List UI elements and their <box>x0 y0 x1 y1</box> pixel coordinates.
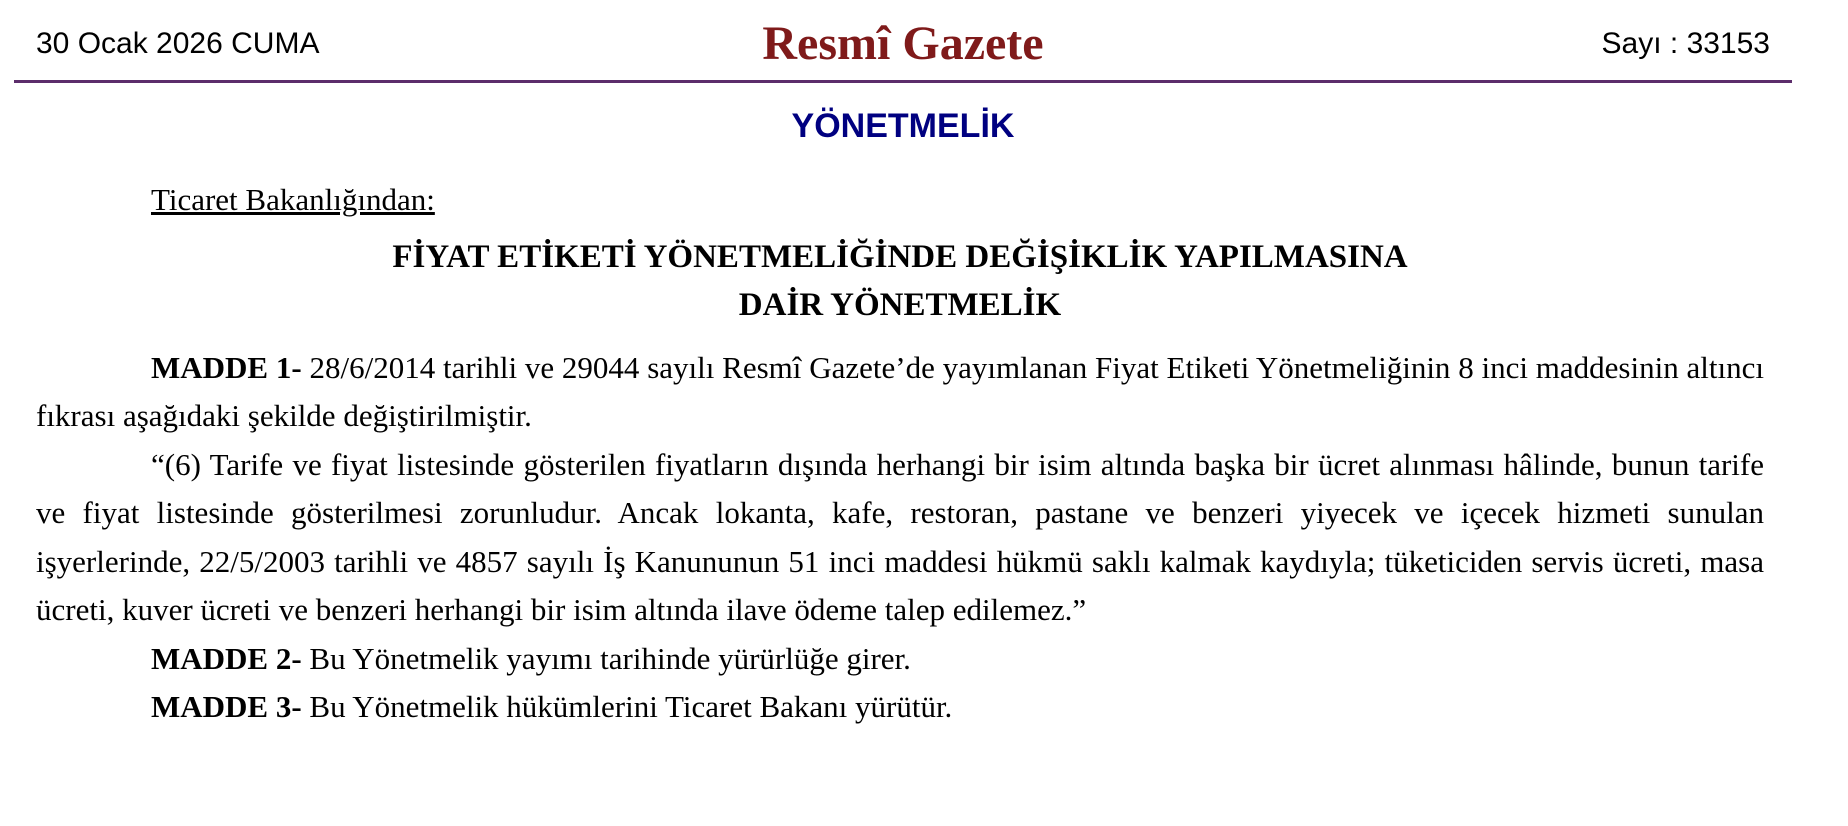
gazette-header <box>14 0 1792 83</box>
document-body <box>36 176 1764 732</box>
article-1 <box>36 344 1764 441</box>
quote-text: “(6) Tarife ve fiyat listesinde gösterilen fiyatların dışında herhangi bir isim altında başka bir ücret alınması hâlinde, bunun tarife ve fiyat listesinde gösterilmesi zorunludur. Ancak lokanta, kafe, restoran, pastane ve benzeri yiyecek ve içecek hizmeti sunulan işyerlerinde, 22/5/2003 tarihli ve 4857 sayılı İş Kanununun 51 inci maddesi hükmü saklı kalmak kaydıyla; tüketiciden servis ücreti, masa ücreti, kuver ücreti ve benzeri herhangi bir isim altında ilave ödeme talep edilemez.” <box>36 446 1764 627</box>
amended-paragraph-quote <box>36 441 1764 635</box>
regulation-title-line-1: FİYAT ETİKETİ YÖNETMELİĞİNDE DEĞİŞİKLİK YAPILMASINA <box>392 238 1408 275</box>
article-1-label: MADDE 1- <box>151 349 302 385</box>
article-2 <box>36 635 1764 684</box>
article-2-text: Bu Yönetmelik yayımı tarihinde yürürlüğe girer. <box>301 640 911 676</box>
article-3-text: Bu Yönetmelik hükümlerini Ticaret Bakanı yürütür. <box>301 689 953 724</box>
publication-date: 30 Ocak 2026 CUMA <box>36 27 320 60</box>
issuer-ministry: Ticaret Bakanlığından: <box>151 182 435 217</box>
masthead-title: Resmî Gazete <box>762 17 1044 70</box>
article-3 <box>36 683 1764 732</box>
article-3-label: MADDE 3- <box>151 689 302 724</box>
regulation-title <box>36 233 1764 330</box>
article-1-text: 28/6/2014 tarihli ve 29044 sayılı Resmî Gazete’de yayımlanan Fiyat Etiketi Yönetmeliğinin 8 inci maddesinin altıncı fıkrası aşağıdaki şekilde değiştirilmiştir. <box>36 349 1764 433</box>
article-2-label: MADDE 2- <box>151 640 302 676</box>
issue-number: Sayı : 33153 <box>1601 27 1770 60</box>
section-title: YÖNETMELİK <box>791 107 1015 145</box>
regulation-title-line-2: DAİR YÖNETMELİK <box>738 287 1062 323</box>
